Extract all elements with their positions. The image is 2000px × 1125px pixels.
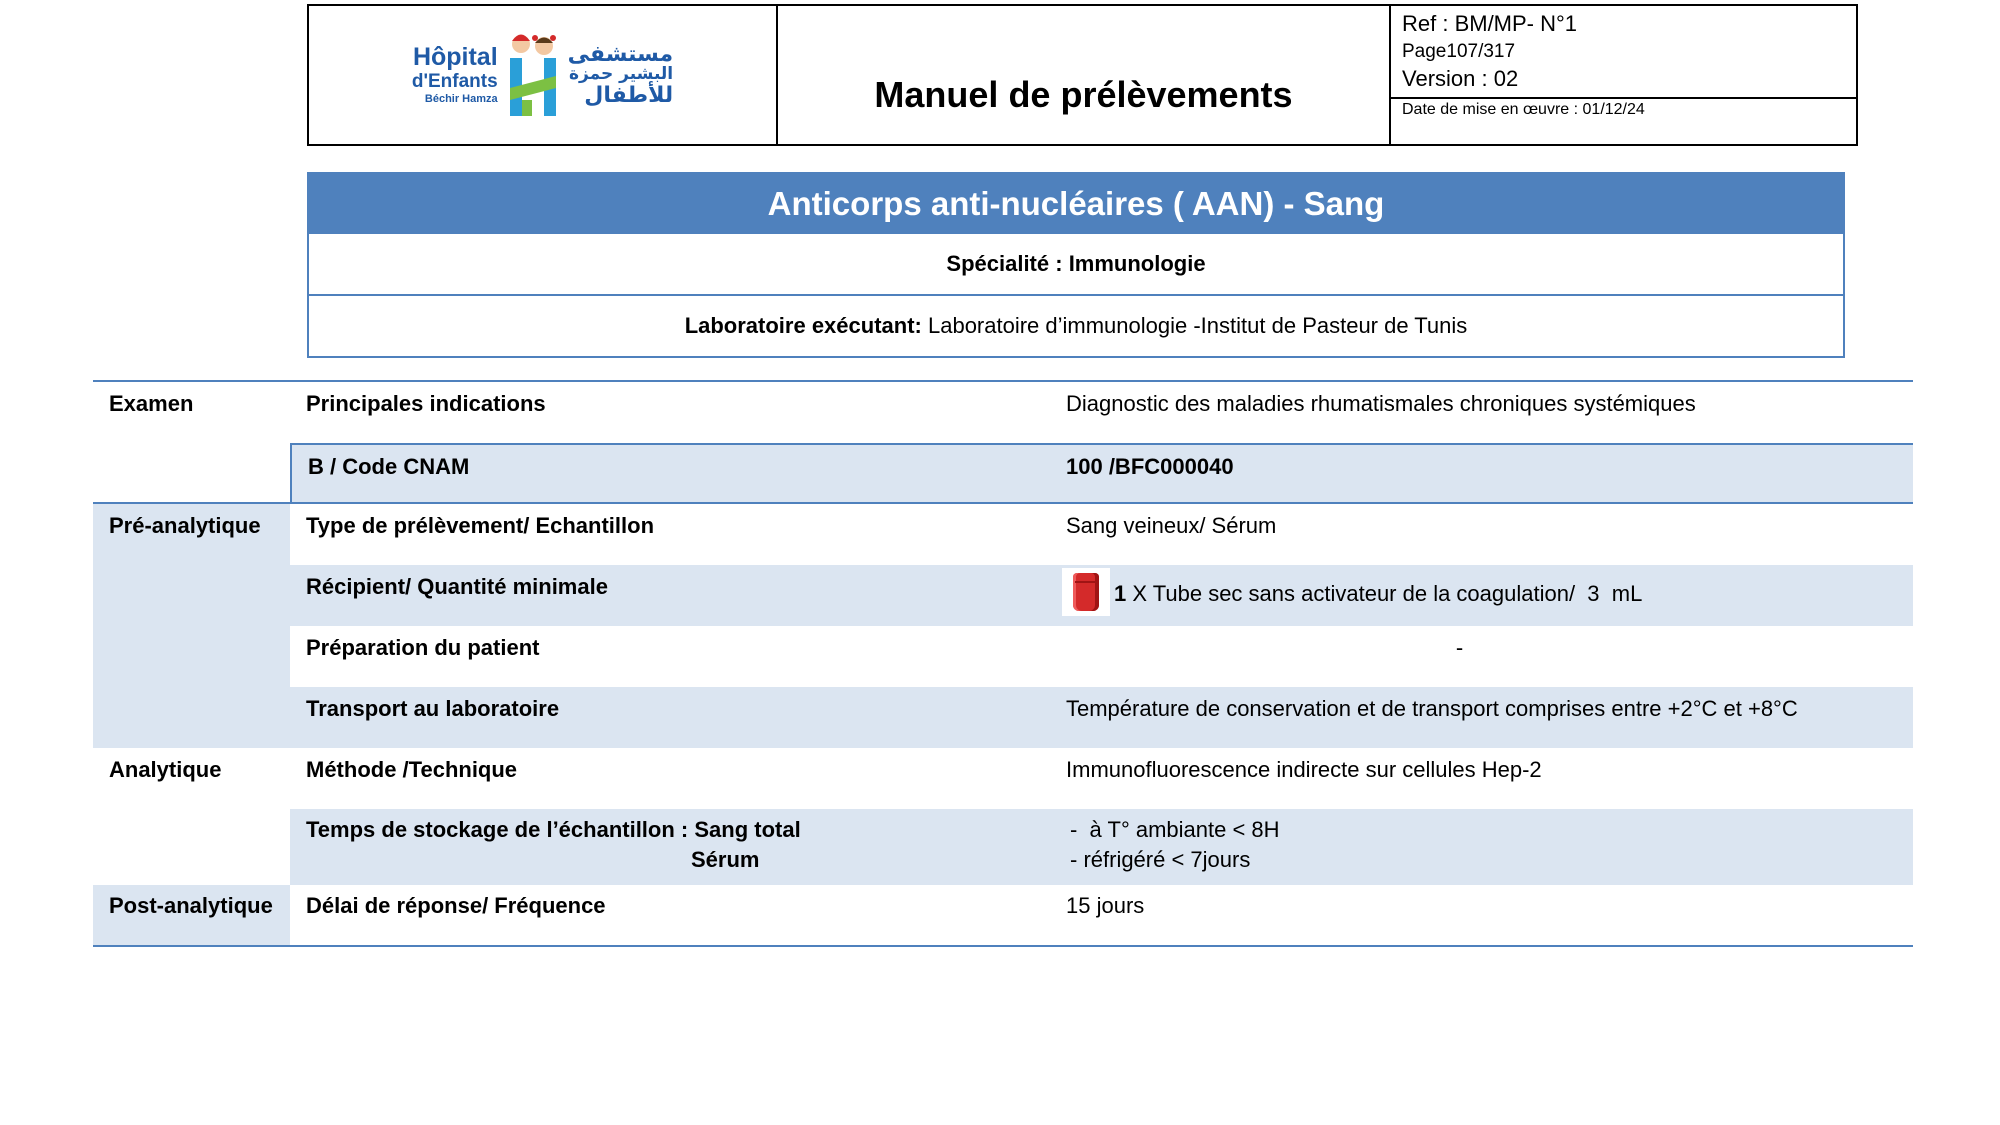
logo-emblem-icon [504, 30, 562, 120]
row-value: 15 jours [1066, 893, 1145, 918]
logo-ar-line2: البشير حمزة [568, 64, 674, 85]
cnam-code: 100 /BFC000040 [1066, 454, 1234, 479]
table-row [93, 382, 1913, 443]
table-row [93, 504, 1913, 565]
meta-page: Page107/317 [1402, 41, 1516, 62]
section-analytique: Analytique [109, 757, 222, 782]
logo-line1: Hôpital [412, 43, 498, 71]
exam-title: Anticorps anti-nucléaires ( AAN) - Sang [309, 174, 1843, 234]
preparation-value: - [1455, 635, 1464, 660]
exam-details-table [93, 380, 1913, 947]
section-spacer [93, 687, 290, 748]
logo-french-text [412, 45, 498, 105]
exam-title-band [307, 172, 1845, 358]
row-value [1050, 626, 1913, 687]
logo-line3: Béchir Hamza [424, 93, 498, 105]
meta-version: Version : 02 [1402, 66, 1519, 91]
row-label: Transport au laboratoire [290, 687, 1050, 748]
labo-row [309, 294, 1843, 356]
logo-line2: d'Enfants [411, 71, 498, 92]
document-header [307, 4, 1858, 146]
storage-label-line1: Temps de stockage de l’échantillon : Sang total [306, 817, 801, 842]
specialite-row [309, 234, 1843, 294]
logo-cell [309, 6, 778, 144]
section-spacer [93, 626, 290, 687]
row-value [1050, 809, 1913, 885]
tube-description: X Tube sec sans activateur de la coagulation/ 3 mL [1126, 580, 1643, 606]
section-post-analytique: Post-analytique [93, 885, 290, 945]
specialite-label: Spécialité : [946, 251, 1063, 276]
storage-label-line2: Sérum [691, 847, 760, 872]
tube-wrap [1060, 574, 1114, 616]
row-label: Principales indications [306, 391, 546, 416]
row-value: Immunofluorescence indirecte sur cellules Hep-2 [1066, 757, 1542, 782]
labo-value: Laboratoire d’immunologie -Institut de Pasteur de Tunis [927, 313, 1468, 338]
table-row [93, 626, 1913, 687]
labo-label: Laboratoire exécutant: [684, 313, 922, 338]
logo-ar-line1: مستشفى [567, 41, 674, 67]
row-value [1050, 443, 1913, 502]
row-label: Délai de réponse/ Fréquence [306, 893, 606, 918]
table-row [93, 443, 1913, 504]
section-spacer [93, 565, 290, 626]
row-label: Récipient/ Quantité minimale [290, 565, 1050, 626]
table-row [93, 687, 1913, 748]
row-label: Préparation du patient [306, 635, 540, 660]
tube-count: 1 [1114, 580, 1127, 606]
row-value: Température de conservation et de transport comprises entre +2°C et +8°C [1050, 687, 1913, 748]
section-spacer [93, 443, 290, 502]
row-value: Diagnostic des maladies rhumatismales chroniques systémiques [1066, 391, 1696, 416]
specialite-value: Immunologie [1068, 251, 1206, 276]
section-spacer [93, 809, 290, 885]
section-examen: Examen [109, 391, 194, 416]
logo-ar-line3: للأطفال [584, 82, 674, 108]
row-label: Type de prélèvement/ Echantillon [306, 513, 655, 538]
storage-value-line1: - à T° ambiante < 8H [1070, 817, 1280, 842]
table-row [93, 565, 1913, 626]
document-meta [1391, 6, 1856, 144]
table-row [93, 748, 1913, 809]
row-label: B / Code CNAM [290, 443, 1050, 502]
row-value [1050, 565, 1913, 626]
storage-value-line2: - réfrigéré < 7jours [1070, 847, 1251, 872]
meta-top [1391, 6, 1856, 99]
section-pre-analytique: Pré-analytique [93, 504, 290, 565]
hospital-logo [412, 30, 673, 120]
document-title: Manuel de prélèvements [778, 6, 1391, 144]
red-tube-icon [1062, 568, 1110, 616]
table-row [93, 809, 1913, 885]
meta-date: Date de mise en œuvre : 01/12/24 [1402, 101, 1645, 118]
row-label [290, 809, 1050, 885]
logo-arabic-text [568, 43, 673, 107]
meta-ref: Ref : BM/MP- N°1 [1402, 11, 1578, 36]
table-row [93, 885, 1913, 945]
row-value: Sang veineux/ Sérum [1066, 513, 1277, 538]
row-label: Méthode /Technique [306, 757, 518, 782]
